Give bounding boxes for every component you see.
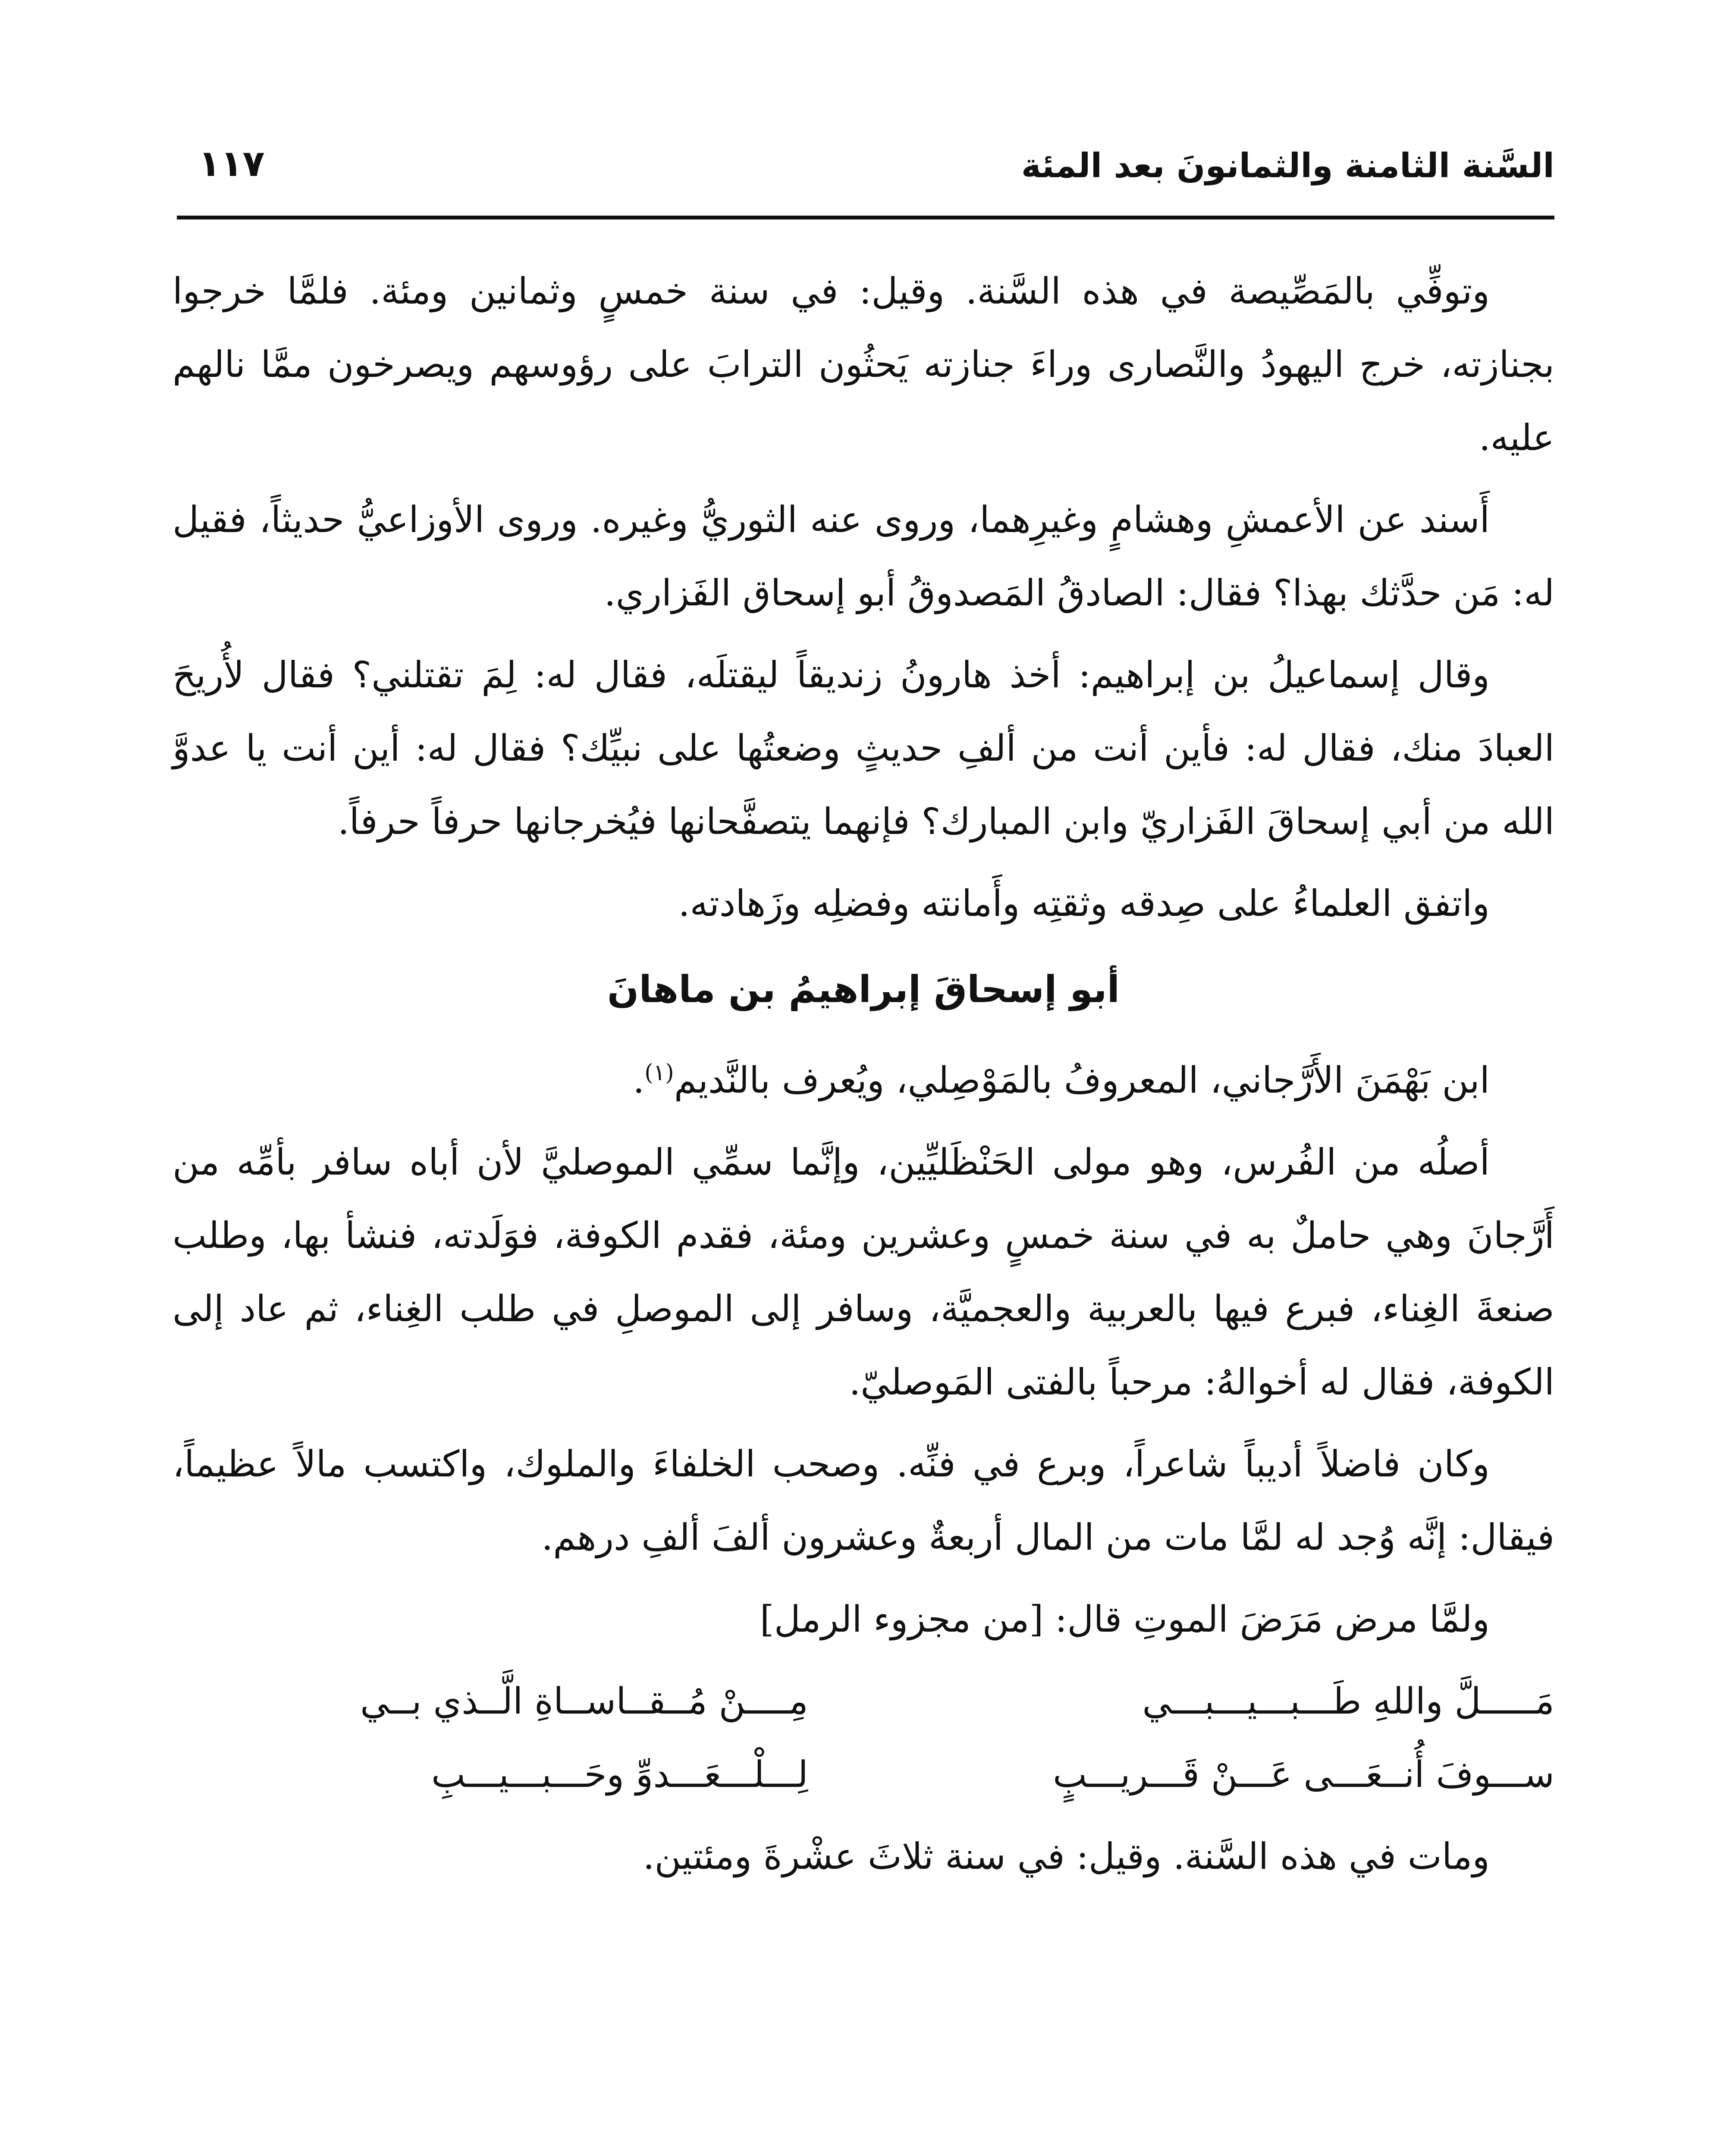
main-text	[173, 254, 1554, 1902]
poem	[173, 1664, 1554, 1811]
verse-hemistich-first: مَـــــلَّ واللهِ طَـــبـــيـــبـــي	[1142, 1680, 1554, 1722]
paragraph-5	[173, 1044, 1554, 1117]
header-rule	[177, 216, 1554, 219]
paragraph-5-end: .	[633, 1059, 645, 1101]
paragraph-3: وقال إسماعيلُ بن إبراهيم: أخذ هارونُ زنديقاً ليقتلَه، فقال له: لِمَ تقتلني؟ فقال لأُريحَ العبادَ منك، فقال له: فأين أنت من ألفِ حديثٍ وضعتُها على نبيِّك؟ فقال له: أين أنت يا عدوَّ الله من أبي إسحاقَ الفَزاريّ وابن المبارك؟ فإنهما يتصفَّحانها فيُخرجانها حرفاً حرفاً.	[173, 654, 1554, 843]
running-title: السَّنة الثامنة والثمانونَ بعد المئة	[1021, 147, 1554, 185]
verse-hemistich-second: مِــــنْ مُــقــاســاةِ الَّــذي بــي	[360, 1680, 808, 1722]
paragraph-6: أصلُه من الفُرس، وهو مولى الحَنْظَليِّين، وإنَّما سمِّي الموصليَّ لأن أباه سافر بأمِّه من أَرَّجانَ وهي حاملٌ به في سنة خمسٍ وعشرين ومئة، فقدم الكوفة، فوَلَدته، فنشأ بها، وطلب صنعةَ الغِناء، فبرع فيها بالعربية والعجميَّة، وسافر إلى الموصلِ في طلب الغِناء، ثم عاد إلى الكوفة، فقال له أخوالهُ: مرحباً بالفتى المَوصليّ.	[173, 1141, 1554, 1403]
verse-line	[173, 1664, 1554, 1738]
page-header	[177, 134, 1554, 198]
page-number: ١١٧	[198, 142, 265, 185]
meter-label: [من مجزوء الرمل]	[760, 1598, 1044, 1640]
paragraph-1: وتوفِّي بالمَصِّيصة في هذه السَّنة. وقيل: في سنة خمسٍ وثمانين ومئة. فلمَّا خرجوا بجنازته، خرج اليهودُ والنَّصارى وراءَ جنازته يَحثُون الترابَ على رؤوسهم ويصرخون ممَّا نالهم عليه.	[173, 270, 1554, 459]
paragraph-7: وكان فاضلاً أديباً شاعراً، وبرع في فنِّه. وصحب الخلفاءَ والملوك، واكتسب مالاً عظيماً، فيقال: إنَّه وُجد له لمَّا مات من المال أربعةٌ وعشرون ألفَ ألفِ درهم.	[173, 1443, 1554, 1558]
section-heading: أبو إسحاقَ إبراهيمُ بن ماهانَ	[607, 968, 1120, 1011]
paragraph-5-text: ابن بَهْمَنَ الأَرَّجاني، المعروفُ بالمَوْصِلي، ويُعرف بالنَّديم	[674, 1059, 1490, 1101]
paragraph-4: واتفق العلماءُ على صِدقه وثقتِه وأَمانته وفضلِه وزَهادته.	[678, 882, 1490, 924]
paragraph-9: ومات في هذه السَّنة. وقيل: في سنة ثلاثَ عشْرةَ ومئتين.	[643, 1835, 1490, 1877]
paragraph-2: أَسند عن الأعمشِ وهشامٍ وغيرِهما، وروى عنه الثوريُّ وغيره. وروى الأوزاعيُّ حديثاً، فقيل له: مَن حدَّثك بهذا؟ فقال: الصادقُ المَصدوقُ أبو إسحاق الفَزاري.	[173, 498, 1554, 614]
paragraph-8	[173, 1583, 1554, 1656]
verse-hemistich-second: لِـــلْـــعَـــدوِّ وحَـــبـــيـــبِ	[431, 1753, 808, 1796]
footnote-marker[interactable]: (١)	[644, 1060, 674, 1086]
verse-line	[173, 1738, 1554, 1811]
paragraph-8-text: ولمَّا مرض مَرَضَ الموتِ قال:	[1055, 1598, 1490, 1640]
verse-hemistich-first: ســـوفَ أُنــعَـــى عَـــنْ قَـــريـــبٍ	[1053, 1753, 1554, 1796]
